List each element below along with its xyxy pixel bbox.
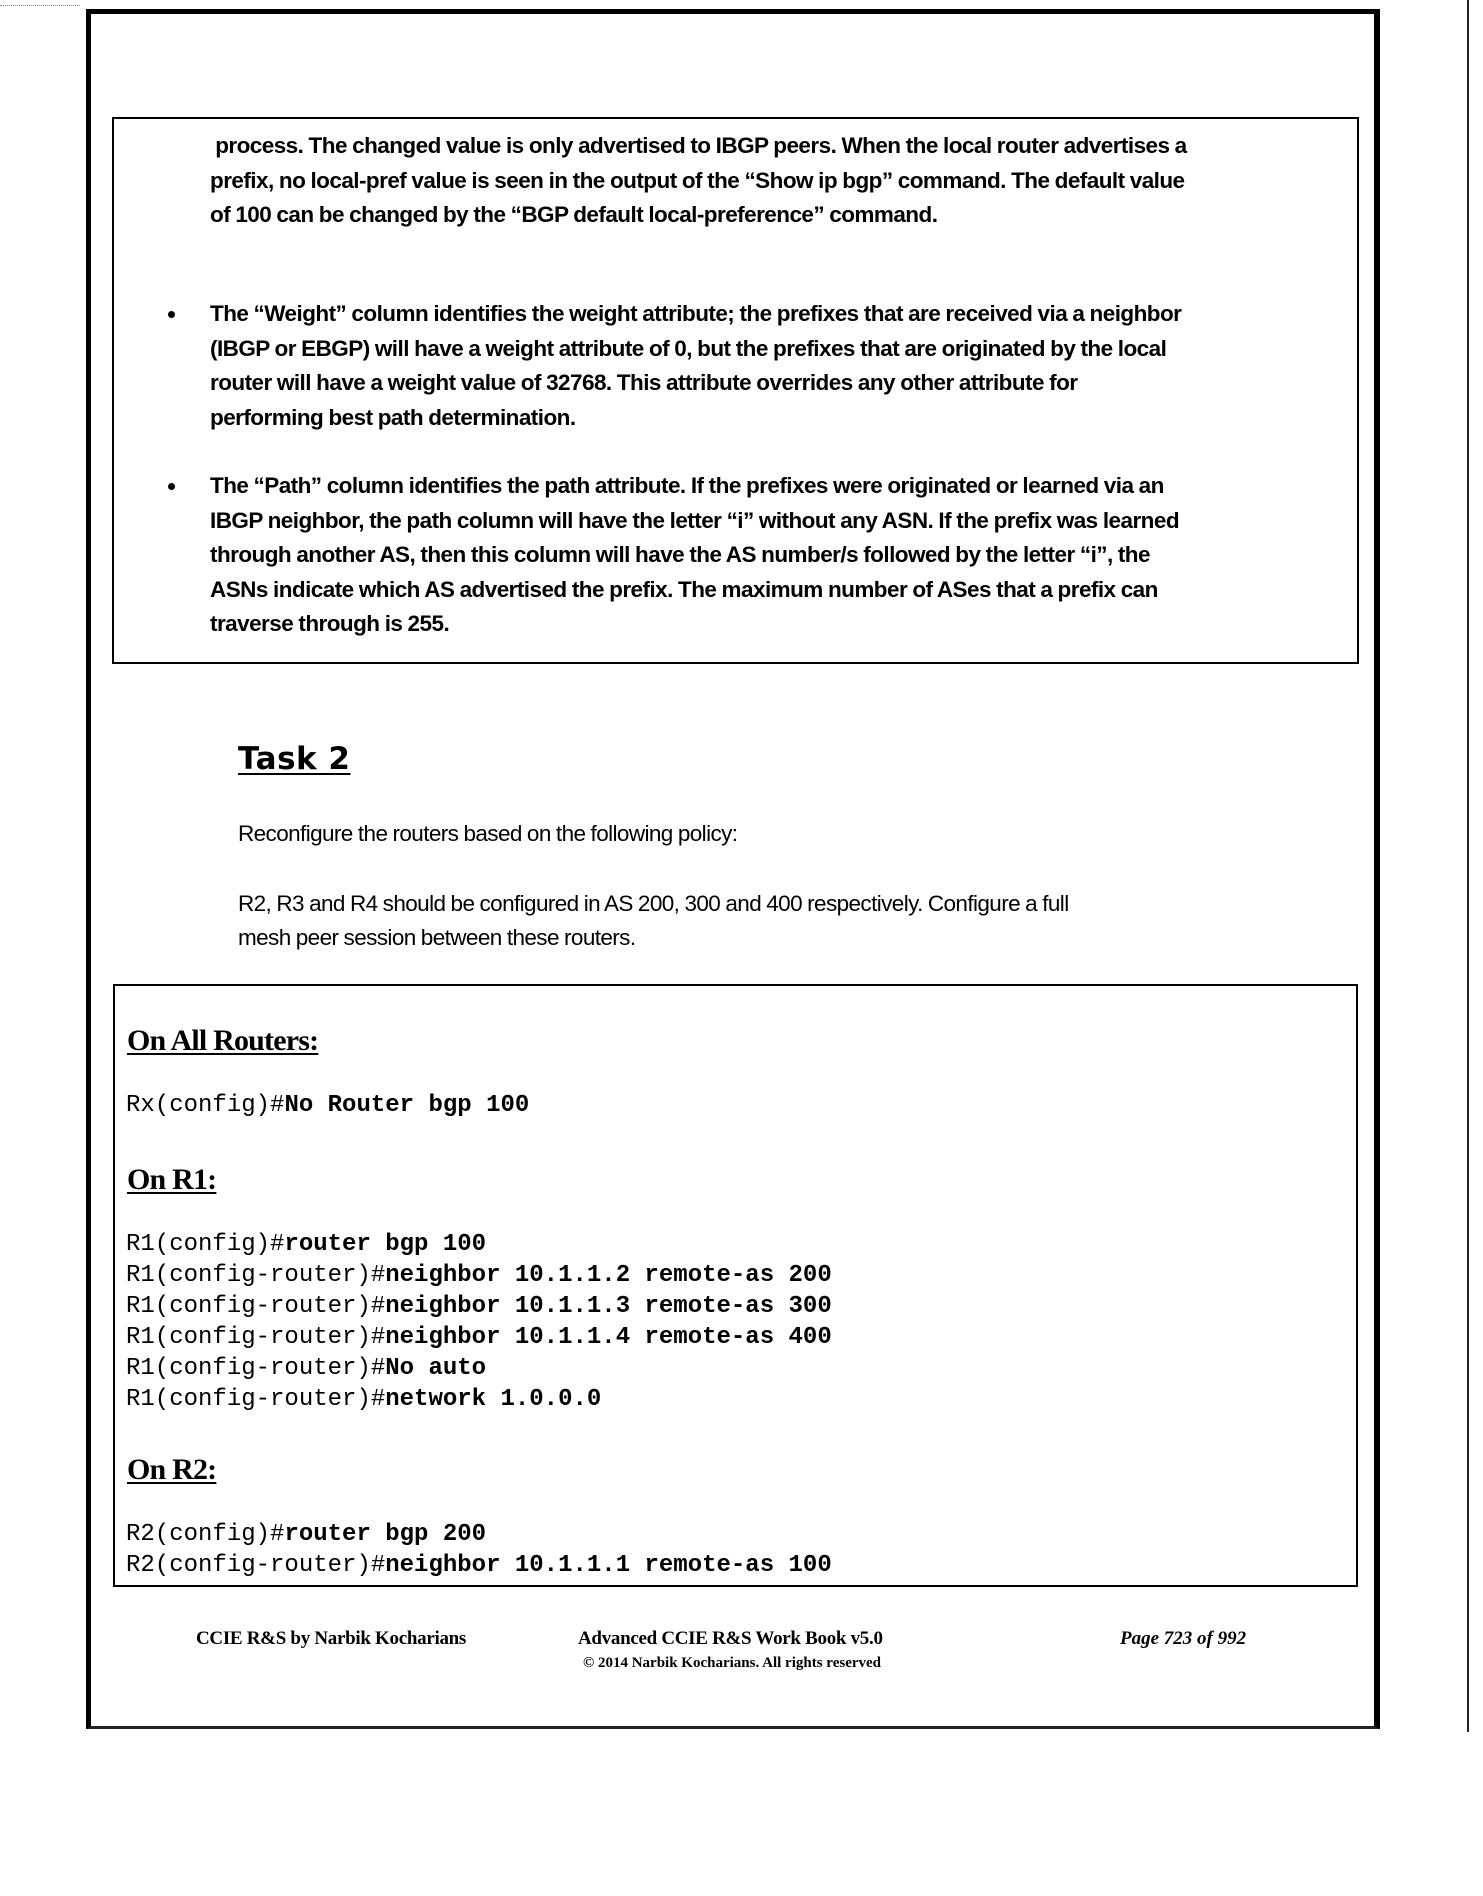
continuation-paragraph bbox=[210, 129, 1350, 233]
config-line bbox=[126, 1384, 601, 1415]
task-title: Task 2 bbox=[238, 741, 351, 777]
cli-command: neighbor 10.1.1.1 remote-as 100 bbox=[385, 1552, 832, 1579]
section-heading-r2: On R2: bbox=[127, 1453, 217, 1486]
config-line bbox=[126, 1353, 486, 1384]
config-line bbox=[126, 1550, 832, 1581]
cli-command: neighbor 10.1.1.3 remote-as 300 bbox=[385, 1293, 832, 1320]
bullet-icon bbox=[168, 483, 175, 490]
cli-prompt: R1(config-router)# bbox=[126, 1324, 386, 1351]
footer-copyright: © 2014 Narbik Kocharians. All rights reserved bbox=[583, 1655, 882, 1671]
section-heading-r1: On R1: bbox=[127, 1163, 217, 1196]
cli-command: router bgp 200 bbox=[284, 1521, 487, 1548]
config-line bbox=[126, 1322, 832, 1353]
text-line: prefix, no local-pref value is seen in the output of the “Show ip bgp” command. The default value bbox=[210, 167, 1185, 193]
task-intro: Reconfigure the routers based on the following policy: bbox=[238, 821, 738, 846]
cli-prompt: R2(config)# bbox=[126, 1521, 285, 1548]
cli-prompt: Rx(config)# bbox=[126, 1092, 285, 1119]
scan-artifact-dash bbox=[0, 5, 80, 7]
cli-command: neighbor 10.1.1.4 remote-as 400 bbox=[385, 1324, 832, 1351]
text-line: The “Path” column identifies the path attribute. If the prefixes were originated or learned via an bbox=[210, 473, 1164, 498]
text-line: through another AS, then this column will have the AS number/s followed by the letter “i”, the bbox=[210, 542, 1150, 567]
text-line: ASNs indicate which AS advertised the prefix. The maximum number of ASes that a prefix can bbox=[210, 576, 1158, 602]
bullet-weight bbox=[210, 297, 1350, 435]
scan-edge-line bbox=[1467, 0, 1469, 1732]
cli-command: network 1.0.0.0 bbox=[385, 1386, 602, 1413]
cli-command: router bgp 100 bbox=[284, 1231, 487, 1258]
config-line bbox=[126, 1260, 832, 1291]
cli-command: No auto bbox=[385, 1355, 487, 1382]
bullet-icon bbox=[168, 311, 175, 318]
text-line: The “Weight” column identifies the weight attribute; the prefixes that are received via a neighbor bbox=[210, 301, 1182, 326]
text-line: mesh peer session between these routers. bbox=[238, 925, 636, 950]
config-line bbox=[126, 1291, 832, 1322]
cli-prompt: R1(config-router)# bbox=[126, 1262, 386, 1289]
config-line bbox=[126, 1229, 486, 1260]
cli-command: neighbor 10.1.1.2 remote-as 200 bbox=[385, 1262, 832, 1289]
page-number: Page 723 of 992 bbox=[1120, 1628, 1247, 1649]
cli-prompt: R2(config-router)# bbox=[126, 1552, 386, 1579]
text-line: performing best path determination. bbox=[210, 404, 576, 430]
cli-prompt: R1(config)# bbox=[126, 1231, 285, 1258]
footer-book-title: Advanced CCIE R&S Work Book v5.0 bbox=[578, 1628, 883, 1649]
cli-prompt: R1(config-router)# bbox=[126, 1293, 386, 1320]
task-policy bbox=[238, 887, 1248, 955]
text-line: of 100 can be changed by the “BGP default local-preference” command. bbox=[210, 202, 938, 227]
footer-author: CCIE R&S by Narbik Kocharians bbox=[196, 1628, 467, 1649]
config-line bbox=[126, 1090, 529, 1121]
note-box bbox=[112, 117, 1359, 664]
cli-prompt: R1(config-router)# bbox=[126, 1355, 386, 1382]
text-line: process. The changed value is only advertised to IBGP peers. When the local router advertises a bbox=[210, 133, 1187, 158]
section-heading-all-routers: On All Routers: bbox=[127, 1024, 319, 1057]
text-line: router will have a weight value of 32768. This attribute overrides any other attribute for bbox=[210, 370, 1078, 395]
cli-command: No Router bgp 100 bbox=[284, 1092, 530, 1119]
text-line: IBGP neighbor, the path column will have the letter “i” without any ASN. If the prefix was learned bbox=[210, 507, 1180, 533]
text-line: R2, R3 and R4 should be configured in AS 200, 300 and 400 respectively. Configure a full bbox=[238, 891, 1069, 916]
config-line bbox=[126, 1519, 486, 1550]
bullet-path bbox=[210, 469, 1350, 642]
text-line: (IBGP or EBGP) will have a weight attribute of 0, but the prefixes that are originated by the local bbox=[210, 335, 1167, 361]
cli-prompt: R1(config-router)# bbox=[126, 1386, 386, 1413]
text-line: traverse through is 255. bbox=[210, 611, 450, 636]
solution-box bbox=[113, 984, 1358, 1587]
